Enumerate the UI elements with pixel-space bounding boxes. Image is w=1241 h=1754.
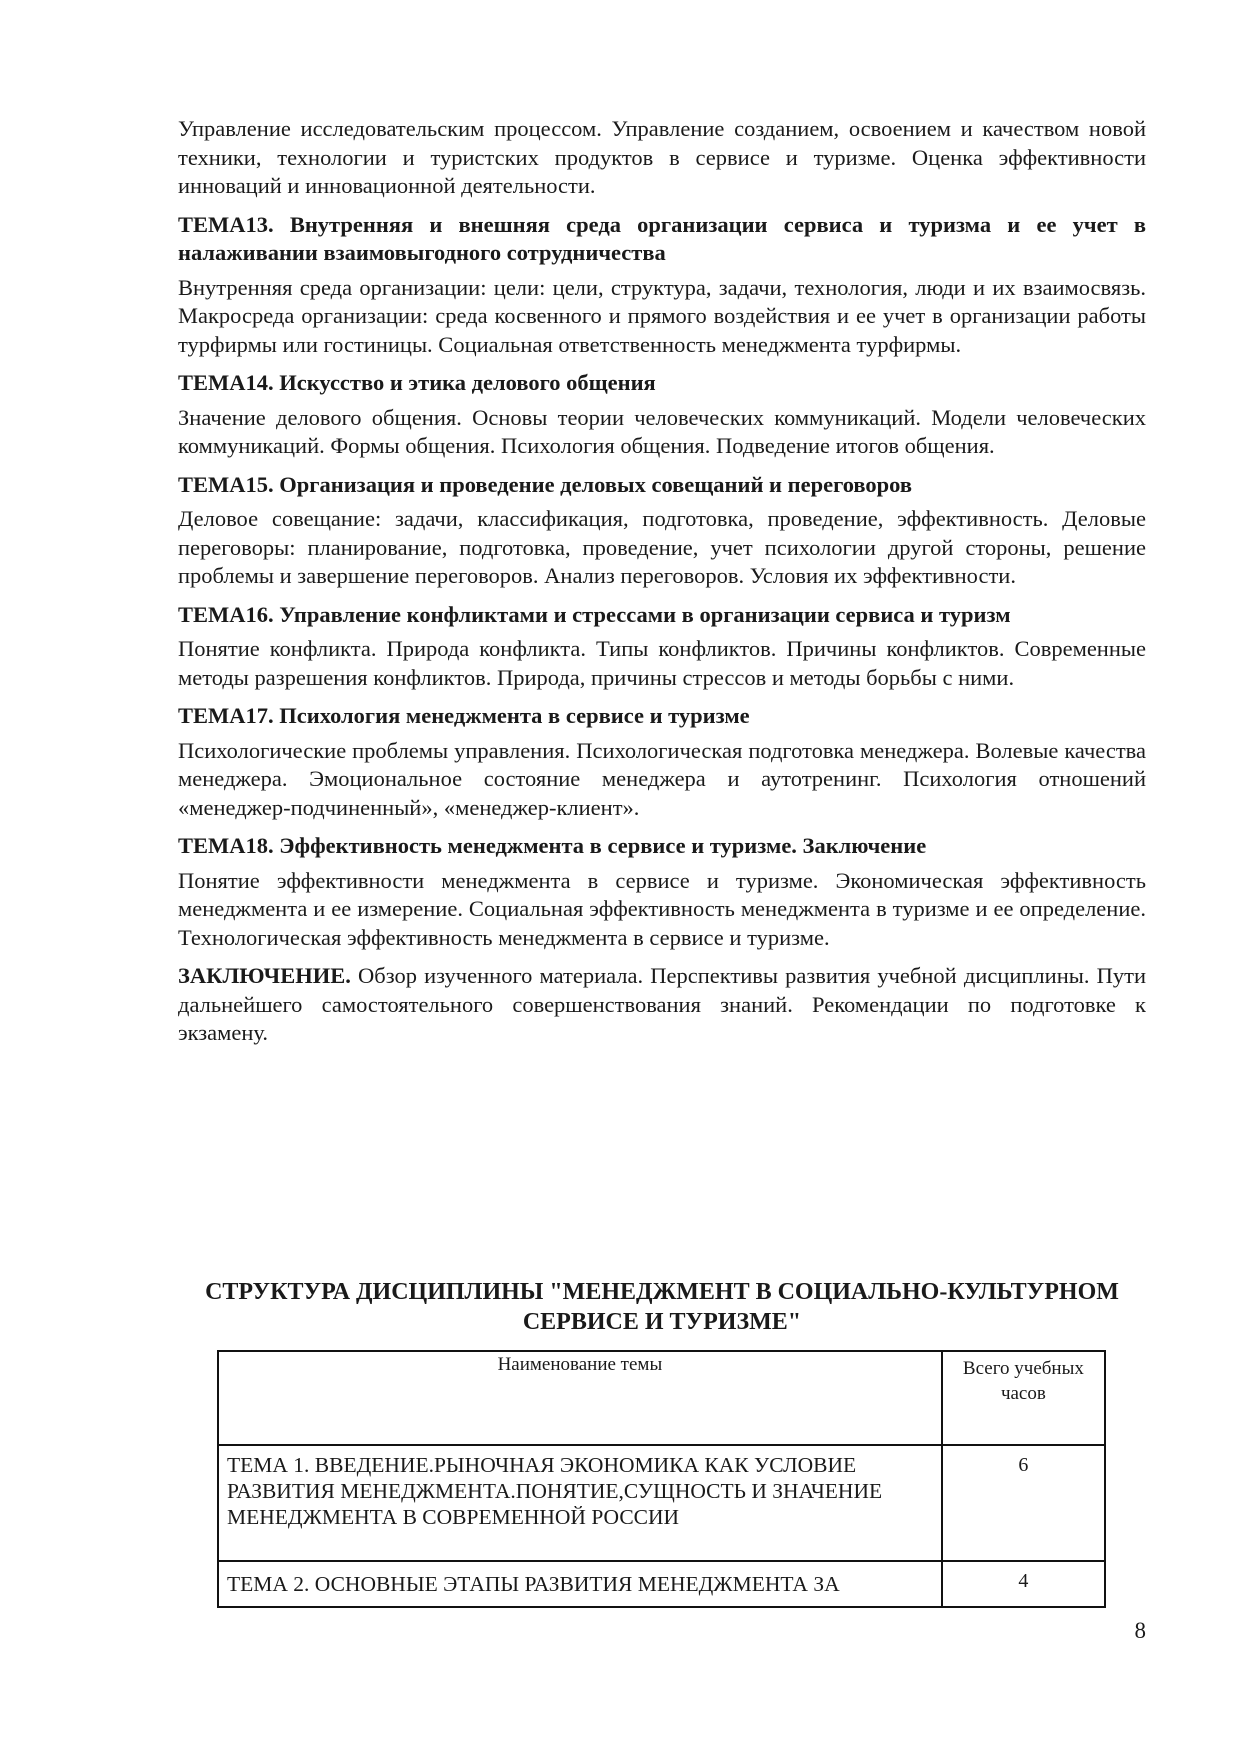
structure-title: СТРУКТУРА ДИСЦИПЛИНЫ "МЕНЕДЖМЕНТ В СОЦИАЛЬНО-КУЛЬТУРНОМ СЕРВИСЕ И ТУРИЗМЕ": [205, 1279, 1119, 1335]
topic-hours-cell: 4: [942, 1561, 1105, 1607]
column-header-name: Наименование темы: [218, 1351, 942, 1445]
topic-heading: ТЕМА15. Организация и проведение деловых совещаний и переговоров: [178, 471, 913, 497]
topic-body: Внутренняя среда организации: цели: цели, структура, задачи, технология, люди и их взаимосвязь. Макросреда организации: среда косвенного и прямого воздействия и ее учет в организации работы турфирмы или гостиницы. Социальная ответственность менеджмента турфирмы.: [178, 274, 1146, 357]
table-header-row: [218, 1351, 1105, 1445]
topic-18: [178, 832, 1146, 952]
intro-paragraph: Управление исследовательским процессом. Управление созданием, освоением и качеством новой техники, технологии и туристских продуктов в сервисе и туризме. Оценка эффективности инноваций и инновационной деятельности.: [178, 116, 1146, 198]
table-row: [218, 1445, 1105, 1561]
topic-name-cell: ТЕМА 1. ВВЕДЕНИЕ.РЫНОЧНАЯ ЭКОНОМИКА КАК УСЛОВИЕ РАЗВИТИЯ МЕНЕДЖМЕНТА.ПОНЯТИЕ,СУЩНОСТЬ И ЗНАЧЕНИЕ МЕНЕДЖМЕНТА В СОВРЕМЕННОЙ РОССИИ: [218, 1445, 942, 1561]
topic-body: Понятие эффективности менеджмента в сервисе и туризме. Экономическая эффективность менеджмента и ее измерение. Социальная эффективность менеджмента в туризме и ее определение. Технологическая эффективность менеджмента в сервисе и туризме.: [178, 867, 1146, 950]
table-row: [218, 1561, 1105, 1607]
page-content: [178, 115, 1146, 1048]
topic-hours-cell: 6: [942, 1445, 1105, 1561]
topic-body: Деловое совещание: задачи, классификация, подготовка, проведение, эффективность. Деловые переговоры: планирование, подготовка, проведение, учет психологии другой стороны, решение проблемы и завершение переговоров. Анализ переговоров. Условия их эффективности.: [178, 506, 1146, 588]
topic-heading: ТЕМА13. Внутренняя и внешняя среда организации сервиса и туризма и ее учет в налаживании взаимовыгодного сотрудничества: [178, 211, 1146, 265]
topic-15: [178, 471, 1146, 591]
topic-body: Понятие конфликта. Природа конфликта. Типы конфликтов. Причины конфликтов. Современные методы разрешения конфликтов. Природа, причины стрессов и методы борьбы с ними.: [178, 636, 1146, 690]
structure-table: [217, 1350, 1106, 1608]
topic-heading: ТЕМА18. Эффективность менеджмента в сервисе и туризме. Заключение: [178, 833, 927, 858]
conclusion-text: Обзор изученного материала. Перспективы развития учебной дисциплины. Пути дальнейшего самостоятельного совершенствования знаний. Рекомендации по подготовке к экзамену.: [178, 963, 1146, 1045]
topic-14: [178, 369, 1146, 461]
topic-17: [178, 702, 1146, 822]
topic-heading: ТЕМА14. Искусство и этика делового общения: [178, 370, 656, 395]
column-header-hours: Всего учебных часов: [942, 1351, 1105, 1445]
conclusion-paragraph: [178, 962, 1146, 1048]
topic-body: Психологические проблемы управления. Психологическая подготовка менеджера. Волевые качества менеджера. Эмоциональное состояние менеджера и аутотренинг. Психология отношений «менеджер-подчиненный», «менеджер-клиент».: [178, 737, 1146, 820]
page-number: 8: [1134, 1618, 1146, 1643]
topic-heading: ТЕМА16. Управление конфликтами и стрессами в организации сервиса и туризм: [178, 601, 1011, 627]
topic-13: [178, 211, 1146, 360]
topic-name-cell: ТЕМА 2. ОСНОВНЫЕ ЭТАПЫ РАЗВИТИЯ МЕНЕДЖМЕНТА ЗА: [218, 1561, 942, 1607]
conclusion-lead: ЗАКЛЮЧЕНИЕ.: [178, 963, 351, 988]
topic-16: [178, 601, 1146, 693]
topic-body: Значение делового общения. Основы теории человеческих коммуникаций. Модели человеческих коммуникаций. Формы общения. Психология общения. Подведение итогов общения.: [178, 404, 1146, 458]
topic-heading: ТЕМА17. Психология менеджмента в сервисе и туризме: [178, 703, 750, 728]
